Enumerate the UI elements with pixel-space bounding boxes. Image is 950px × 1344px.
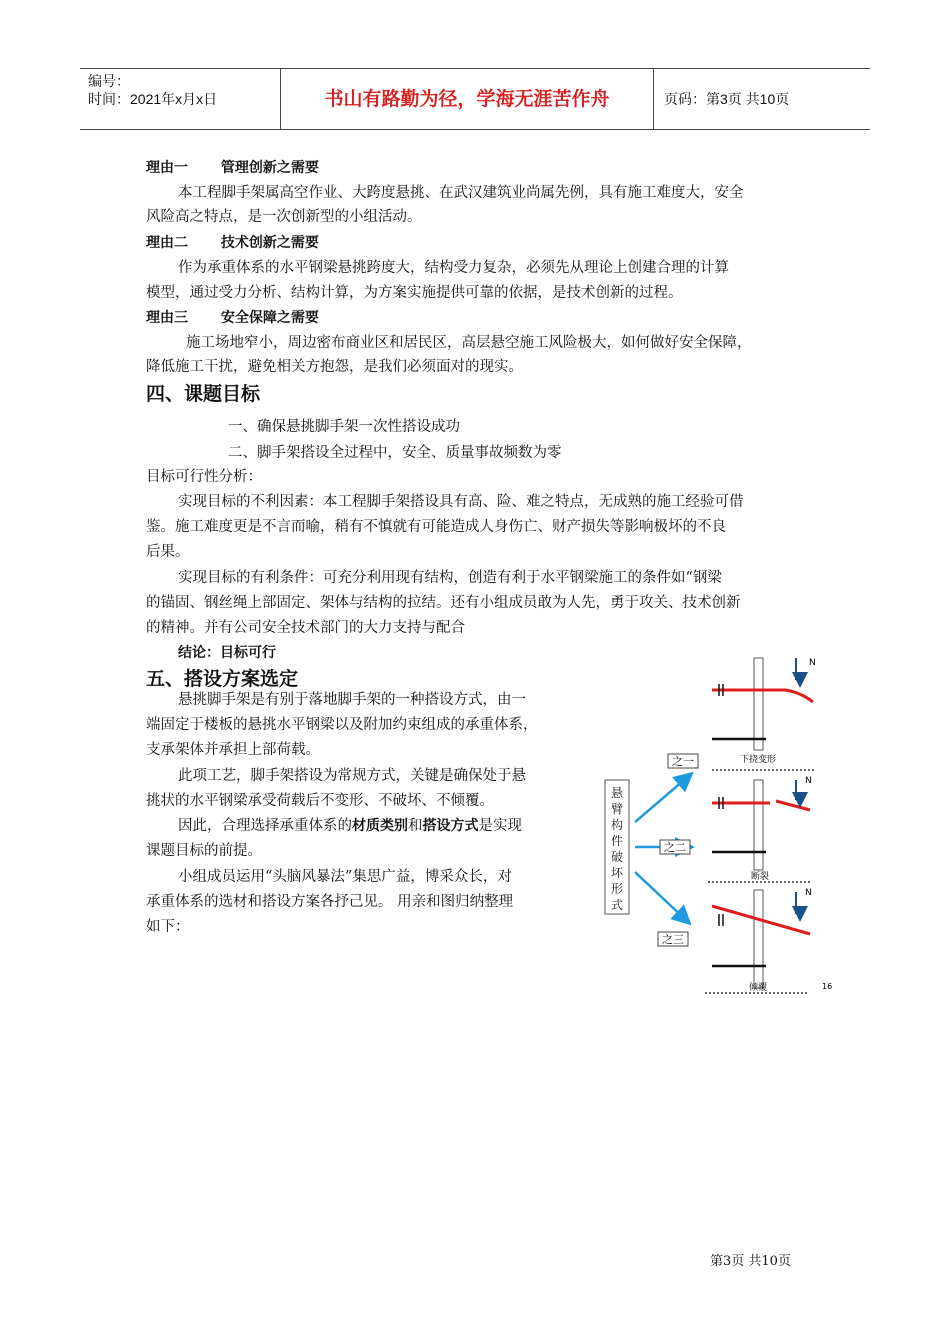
s5-p2-line-2: 挑状的水平钢梁承受荷载后不变形、不破坏、不倾覆。 bbox=[146, 793, 494, 809]
caption-fracture: 断裂 bbox=[750, 872, 770, 882]
conclusion: 结论：目标可行 bbox=[178, 645, 276, 661]
favorable-line-3: 的精神。并有公司安全技术部门的大力支持与配合 bbox=[146, 620, 465, 636]
s5-p2-line-1: 此项工艺，脚手架搭设为常规方式，关键是确保处于悬 bbox=[178, 768, 526, 784]
reason-1-subtitle: 管理创新之需要 bbox=[220, 160, 319, 176]
s5-p4-line-3: 如下： bbox=[146, 919, 190, 935]
load-label: N bbox=[805, 776, 812, 786]
caption-deflection: 下挠变形 bbox=[739, 755, 777, 765]
s5-p3-bold-1: 材质类别 bbox=[352, 818, 408, 834]
number-label: 编号： bbox=[88, 73, 130, 89]
unfavorable-line-2: 鉴。施工难度更是不言而喻，稍有不慎就有可能造成人身伤亡、财产损失等影响极坏的不良 bbox=[146, 519, 726, 535]
s5-p1-line-2: 端固定于楼板的悬挑水平钢梁以及附加约束组成的承重体系， bbox=[146, 717, 538, 733]
time-label: 时间：2021年x月x日 bbox=[88, 91, 218, 107]
section-4-heading: 四、课题目标 bbox=[146, 383, 261, 405]
header-meta bbox=[80, 69, 280, 129]
s5-p3-line-2: 课题目标的前提。 bbox=[146, 843, 262, 859]
branch-arrow-1 bbox=[635, 775, 690, 822]
s5-p1-line-1: 悬挑脚手架是有别于落地脚手架的一种搭设方式，由一 bbox=[178, 692, 526, 708]
main-label-char: 式 bbox=[610, 898, 624, 912]
s5-p3-text-c: 和 bbox=[408, 818, 423, 834]
branch-label-1: 之一 bbox=[672, 755, 694, 768]
s5-p4-line-1: 小组成员运用“头脑风暴法”集思广益，博采众长，对 bbox=[178, 869, 512, 885]
case-deflection bbox=[712, 658, 816, 770]
reason-3-line-2: 降低施工干扰，避免相关方抱怨，是我们必须面对的现实。 bbox=[146, 359, 523, 375]
reason-2-line-2: 模型，通过受力分析、结构计算，为方案实施提供可靠的依据，是技术创新的过程。 bbox=[146, 285, 683, 301]
case-fracture bbox=[708, 776, 812, 882]
goal-2: 二、脚手架搭设全过程中，安全、质量事故频数为零 bbox=[228, 445, 562, 461]
page-code: 页码：第3页 共10页 bbox=[664, 91, 790, 107]
section-5-heading: 五、搭设方案选定 bbox=[146, 668, 299, 690]
page-header bbox=[80, 68, 870, 130]
s5-p3-text-d: 是实现 bbox=[478, 818, 522, 834]
column bbox=[754, 658, 763, 750]
reason-2-subtitle: 技术创新之需要 bbox=[220, 235, 319, 251]
page-footer: 第3页 共10页 bbox=[710, 1254, 791, 1269]
main-label-char: 臂 bbox=[610, 802, 624, 816]
s5-p3-text-a: 因此，合理选择承重体系的 bbox=[178, 818, 352, 834]
main-label-char: 坏 bbox=[610, 866, 624, 880]
reason-3-subtitle: 安全保障之需要 bbox=[220, 310, 319, 326]
failure-mode-diagram bbox=[600, 650, 840, 1000]
reason-3-label: 理由三 bbox=[146, 310, 188, 326]
column bbox=[754, 890, 763, 988]
favorable-line-1: 实现目标的有利条件：可充分利用现有结构，创造有利于水平钢梁施工的条件如“钢梁 bbox=[178, 570, 722, 586]
reason-2-label: 理由二 bbox=[146, 235, 188, 251]
load-label: N bbox=[805, 888, 812, 898]
reason-2-line-1: 作为承重体系的水平钢梁悬挑跨度大，结构受力复杂，必须先从理论上创建合理的计算 bbox=[178, 260, 729, 276]
branch-arrow-3 bbox=[635, 872, 688, 922]
s5-p3-bold-2: 搭设方式 bbox=[422, 818, 479, 834]
figure-page-number: 16 bbox=[822, 982, 833, 991]
main-label-char: 破 bbox=[610, 850, 624, 864]
main-label-char: 悬 bbox=[610, 786, 624, 800]
branch-label-3: 之三 bbox=[662, 933, 684, 946]
s5-p4-line-2: 承重体系的选材和搭设方案各抒己见。 用亲和图归纳整理 bbox=[146, 894, 514, 910]
s5-p1-line-3: 支承架体并承担上部荷载。 bbox=[146, 742, 320, 758]
case-overturning bbox=[705, 888, 832, 993]
main-label-char: 构 bbox=[610, 818, 624, 832]
reason-3-title bbox=[146, 308, 319, 328]
unfavorable-line-1: 实现目标的不利因素：本工程脚手架搭设具有高、险、难之特点，无成熟的施工经验可借 bbox=[178, 494, 744, 510]
load-label: N bbox=[809, 658, 816, 668]
reason-3-line-1: 施工场地窄小，周边密布商业区和居民区，高层悬空施工风险极大，如何做好安全保障， bbox=[186, 335, 752, 351]
main-label-char: 形 bbox=[610, 882, 624, 896]
unfavorable-line-3: 后果。 bbox=[146, 544, 190, 560]
beam-broken bbox=[776, 801, 810, 810]
branch-label-2: 之二 bbox=[664, 841, 686, 854]
reason-1-line-2: 风险高之特点，是一次创新型的小组活动。 bbox=[146, 209, 422, 225]
reason-1-line-1: 本工程脚手架属高空作业、大跨度悬挑、在武汉建筑业尚属先例，具有施工难度大，安全 bbox=[178, 185, 744, 201]
caption-overturning: 倾覆 bbox=[748, 983, 768, 993]
reason-2-title bbox=[146, 233, 319, 253]
favorable-line-2: 的锚固、钢丝绳上部固定、架体与结构的拉结。还有小组成员敢为人先，勇于攻关、技术创新 bbox=[146, 595, 741, 611]
reason-1-title bbox=[146, 158, 319, 178]
feasibility-label: 目标可行性分析： bbox=[146, 469, 262, 485]
motto: 书山有路勤为径，学海无涯苦作舟 bbox=[280, 69, 654, 129]
s5-p3-line-1 bbox=[178, 816, 522, 836]
main-label-char: 件 bbox=[610, 834, 624, 848]
reason-1-label: 理由一 bbox=[146, 160, 188, 176]
goal-1: 一、确保悬挑脚手架一次性搭设成功 bbox=[228, 419, 460, 435]
column bbox=[754, 780, 763, 870]
